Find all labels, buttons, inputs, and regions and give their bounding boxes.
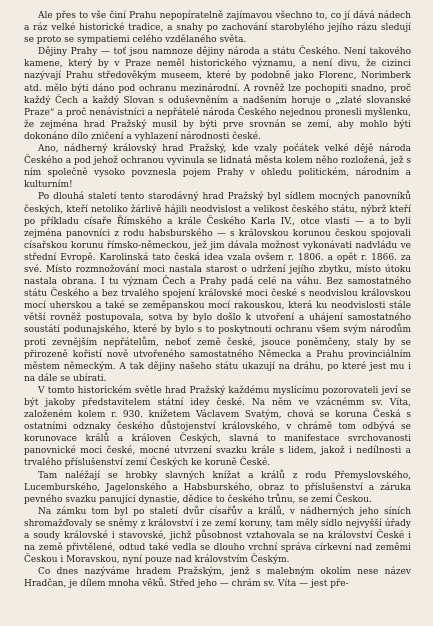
paragraph-6: Tam naléžají se hrobky slavných knížat a králů z rodu Přemyslovského, Lucemburského, Jagelonského a Habsburského, obraz to příslušenství a záruka pevného svazku panující dynastie, dědice to českého trůnu, se zemí Českou. bbox=[24, 470, 411, 505]
paragraph-1: Ale přes to vše činí Prahu nepopíratelně zajímavou všechno to, co jí dává nádech a ráz velké historické tradice, a snahy po zachování starobylého jejího rázu sledují se proto se sympatiemi celého vzdělaného světa. bbox=[24, 11, 411, 46]
paragraph-2: Dějiny Prahy — toť jsou namnoze dějiny národa a státu Českého. Není takového kamene, který by v Praze neměl historického významu, a není divu, že cizinci nazývají Prahu středověkým museem, které by podobně jako Florenc, Norimberk atd. mělo býti dáno pod ochranu mezinárodní. A rovněž lze pochopiti snadno, proč každý Čech a každý Slovan s oduševněním a nadšením horuje o „zlaté slovanské Praze“ a proč nenávistníci a nepřátelé národa Českého nejednou pronesli myšlenku, že zejména hrad Pražský musil by býti prve srovnán se zemí, aby mohlo býti dokonáno dílo zničení a vyhlazení národnosti české. bbox=[24, 47, 411, 142]
paragraph-5: V tomto historickém světle hrad Pražský každému myslícímu pozorovateli jeví se být jakoby představitelem státní idey české. Na něm ve vzácnémm sv. Víta, založeném kolem r. 930. knížetem Václavem Svatým, chová se koruna Česká s ostatními odznaky českého důstojenství královského, v chrámě tom odbývá se korunovace králů a královen Českých, slavná to manifestace svrchovanosti panovnické moci české, mocné utvrzení svazku krále s lidem, jakož i nedílnosti a trvalého příslušenství zemí Českých ke koruně České. bbox=[24, 385, 411, 469]
paragraph-4: Po dlouhá staletí tento starodávný hrad Pražský byl sídlem mocných panovníků českých, kteří netoliko žárlivě hájili neodvislost a velikost českého státu, nýbrž kteří po příkladu císaře Římského a krále Českého Karla IV., otce vlasti — a to byli zejména panovníci z rodu habsburského — s královskou korunou českou spojovali císařskou korunu římsko-německou, jež jim dávala možnost vykonávati nadvládu ve střední Evropě. Karolinská tato česká idea vzala ovšem r. 1806. a opět r. 1866. za své. Místo rozmnožování moci nastala starost o udržení jejího zbytku, místo útoku nastala obrana. I tu význam Čech a Prahy padá celé na váhu. Bez samostatného státu Českého a bez trvalého spojení královské moci české s neodvislou královskou mocí uherskou a také se zeměpanskou mocí rakouskou, která ku neodvislosti stále větší rovněž postupovala, sotva by bylo došlo k utvoření a uhájení samostatného soustátí podunajského, které by bylo s to poskytnouti ochranu všem svým národům proti zevnějším nepřátelům, neboť země české, jsouce poněmčeny, staly by se přirozeně kořistí nově utvořeného samostatného Německa a Prahu provinciálním městem německým. A tak dějiny našeho státu ukazují na dráhu, po které jest mu i na dále se ubírati. bbox=[24, 192, 411, 384]
paragraph-3: Ano, nádherný královský hrad Pražský, kde vzaly počátek velké dějě národa Českého a pod jehož ochranou vyvinula se lidnatá města kolem něho rozložená, jež s ním společně vysoko povznesla pojem Prahy v ohledu politickém, národním a kulturním! bbox=[24, 144, 411, 191]
paragraph-8: Co dnes nazýváme hradem Pražským, jenž s malebným okolím nese název Hradčan, je dílem mnoha věků. Střed jeho — chrám sv. Víta — jest pře- bbox=[24, 567, 411, 590]
paragraph-7: Na zámku tom byl po staletí dvůr císařův a králů, v nádherných jeho síních shromažďovaly se sněmy z království i ze zemí koruny, tam měly sídlo nejvyšší úřady a soudy královské i stavovské, jichž působnost vztahovala se na království České i na země přivtělené, odtud také vedla se dlouho vrchní správa církevní nad zeměmi Českou i Moravskou, nyní pouze nad královstvím Českým. bbox=[24, 506, 411, 566]
